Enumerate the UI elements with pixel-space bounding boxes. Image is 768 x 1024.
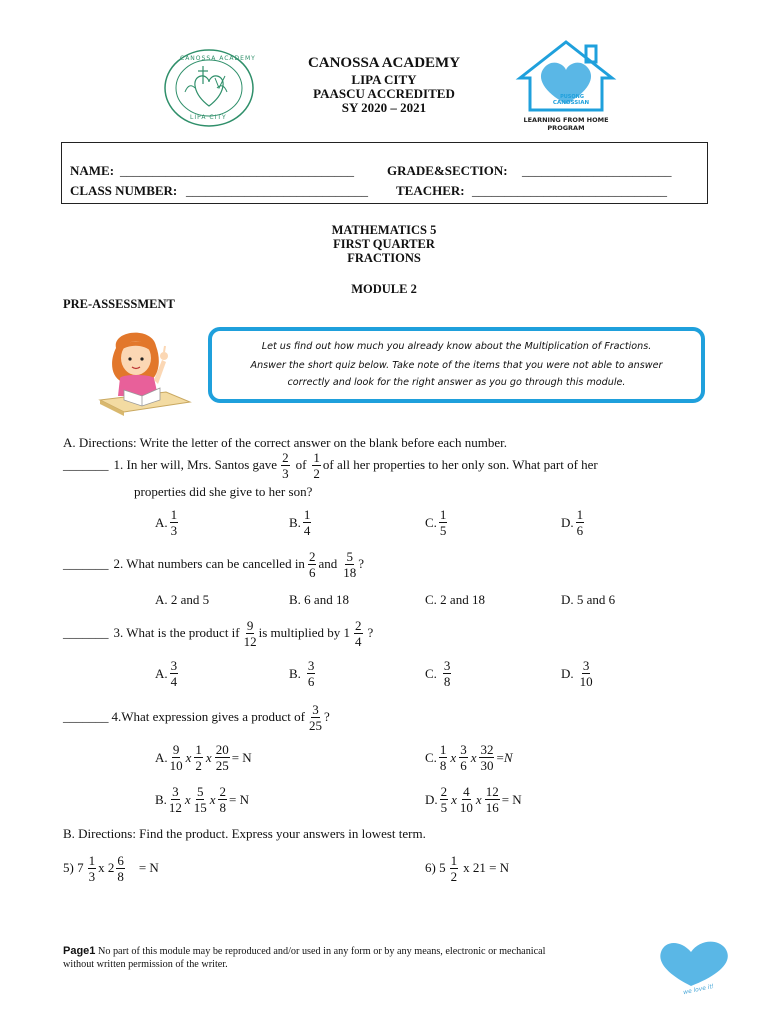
- logo-program-line1: LEARNING FROM HOME: [523, 116, 609, 124]
- question-1-option-b[interactable]: B. $\frac{1}{4}$: [289, 507, 311, 538]
- question-3-option-c[interactable]: C. $\frac{3}{8}$: [425, 658, 451, 689]
- page-number: Page1: [63, 945, 96, 957]
- answer-blank-3[interactable]: _______: [63, 625, 109, 640]
- girl-reading-illustration: [96, 326, 192, 418]
- part-b-directions: B. Directions: Find the product. Express your answers in lowest term.: [63, 826, 426, 841]
- school-city: LIPA CITY: [351, 72, 417, 87]
- question-4-option-b[interactable]: B. $\frac{3}{12}$ x $\frac{5}{15}$ x $\frac{2}{8}$ = N: [155, 784, 249, 815]
- question-2: [63, 548, 364, 580]
- footer-copyright: [63, 945, 663, 971]
- question-1-text-b: of: [295, 457, 307, 472]
- part-a-directions: A. Directions: Write the letter of the correct answer on the blank before each number.: [63, 435, 507, 450]
- teacher-field[interactable]: ______________________________: [472, 183, 667, 198]
- question-3-text-c: ?: [367, 625, 374, 640]
- teacher-label: TEACHER:: [396, 183, 465, 198]
- footer-heart-caption: we love it!: [682, 982, 715, 997]
- question-3-text-b: is multiplied by 1: [258, 625, 350, 640]
- question-1-option-c[interactable]: C. $\frac{1}{5}$: [425, 507, 447, 538]
- answer-blank-2[interactable]: _______: [63, 556, 109, 571]
- question-1: [63, 449, 598, 481]
- school-name: CANOSSA ACADEMY: [307, 55, 461, 71]
- question-2-option-a[interactable]: A. 2 and 5: [155, 592, 210, 607]
- question-1-text-a: 1. In her will, Mrs. Santos gave: [113, 457, 278, 472]
- question-4: [63, 701, 330, 733]
- question-1-option-d[interactable]: D. $\frac{1}{6}$: [561, 507, 584, 538]
- question-3: [63, 617, 373, 649]
- answer-blank-1[interactable]: _______: [63, 457, 109, 472]
- question-3-option-d[interactable]: D. $\frac{3}{10}$: [561, 658, 593, 689]
- question-4-option-c[interactable]: C. $\frac{1}{8}$ x $\frac{3}{6}$ x $\frac{32}{30}$ = N: [425, 742, 513, 773]
- question-3-option-a[interactable]: A. $\frac{3}{4}$: [155, 658, 178, 689]
- seal-text-top: CANOSSA ACADEMY: [180, 55, 256, 62]
- question-6: 6) 5 $\frac{1}{2}$ x 21 = N: [425, 852, 510, 884]
- question-4-text-b: ?: [324, 709, 330, 724]
- question-4-option-a[interactable]: A. $\frac{9}{10}$ x $\frac{1}{2}$ x $\frac{20}{25}$ = N: [155, 742, 252, 773]
- question-2-option-d[interactable]: D. 5 and 6: [561, 592, 616, 607]
- question-2-text-a: 2. What numbers can be cancelled in: [113, 556, 305, 571]
- question-4-text-a: 4.What expression gives a product of: [111, 709, 306, 724]
- answer-blank-4[interactable]: _______: [63, 709, 109, 724]
- question-3-fraction-1: $\frac{9}{12}$: [243, 617, 257, 649]
- question-2-option-c[interactable]: C. 2 and 18: [425, 592, 485, 607]
- class-number-label: CLASS NUMBER:: [70, 183, 178, 198]
- question-5: 5) 7 $\frac{1}{3}$ x 2 $\frac{6}{8}$ = N: [63, 852, 159, 884]
- footer-text-2: without written permission of the writer.: [63, 959, 228, 970]
- name-label: NAME:: [70, 163, 115, 178]
- question-2-fraction-2: $\frac{5}{18}$: [343, 548, 357, 580]
- question-4-option-d[interactable]: D. $\frac{2}{5}$ x $\frac{4}{10}$ x $\frac{12}{16}$ = N: [425, 784, 522, 815]
- footer-heart-icon: [655, 938, 733, 990]
- school-accreditation: PAASCU ACCREDITED: [313, 86, 455, 101]
- subject-title: MATHEMATICS 5: [331, 223, 437, 237]
- module-title: MODULE 2: [351, 282, 417, 296]
- grade-section-label: GRADE&SECTION:: [387, 163, 508, 178]
- quarter-title: FIRST QUARTER: [333, 237, 435, 251]
- question-4-fraction-1: $\frac{3}{25}$: [309, 701, 323, 733]
- question-1-line-2: properties did she give to her son?: [134, 484, 313, 499]
- instructions-line-2: Answer the short quiz below. Take note of the items that you were not able to answer: [250, 360, 663, 371]
- question-1-text-c: of all her properties to her only son. What part of her: [322, 457, 598, 472]
- instructions-line-1: Let us find out how much you already know about the Multiplication of Fractions.: [261, 341, 652, 352]
- name-field[interactable]: ____________________________________: [120, 163, 354, 178]
- question-2-option-b[interactable]: B. 6 and 18: [289, 592, 349, 607]
- question-1-fraction-2: $\frac{1}{2}$: [313, 449, 320, 481]
- question-3-option-b[interactable]: B. $\frac{3}{6}$: [289, 658, 315, 689]
- question-2-text-b: and: [318, 556, 338, 571]
- logo-heart-line1: PUSONG: [560, 94, 584, 100]
- question-1-fraction-1: $\frac{2}{3}$: [282, 449, 289, 481]
- topic-title: FRACTIONS: [347, 251, 421, 265]
- school-year: SY 2020 – 2021: [341, 100, 427, 115]
- instructions-line-3: correctly and look for the right answer as you go through this module.: [287, 377, 626, 388]
- grade-section-field[interactable]: _______________________: [522, 163, 672, 178]
- logo-program-line2: PROGRAM: [547, 124, 585, 132]
- question-2-fraction-1: $\frac{2}{6}$: [308, 548, 316, 580]
- footer-text-1: No part of this module may be reproduced and/or used in any form or by any means, electronic or mechanical: [97, 946, 546, 957]
- logo-heart-line2: CANOSSIAN: [552, 100, 590, 106]
- section-title: PRE-ASSESSMENT: [63, 297, 175, 311]
- question-1-option-a[interactable]: A. $\frac{1}{3}$: [155, 507, 178, 538]
- seal-text-bottom: LIPA CITY: [190, 114, 227, 121]
- question-3-text-a: 3. What is the product if: [113, 625, 240, 640]
- class-number-field[interactable]: ____________________________: [186, 183, 368, 198]
- question-3-fraction-2: $\frac{2}{4}$: [355, 617, 362, 649]
- question-2-text-c: ?: [358, 556, 364, 571]
